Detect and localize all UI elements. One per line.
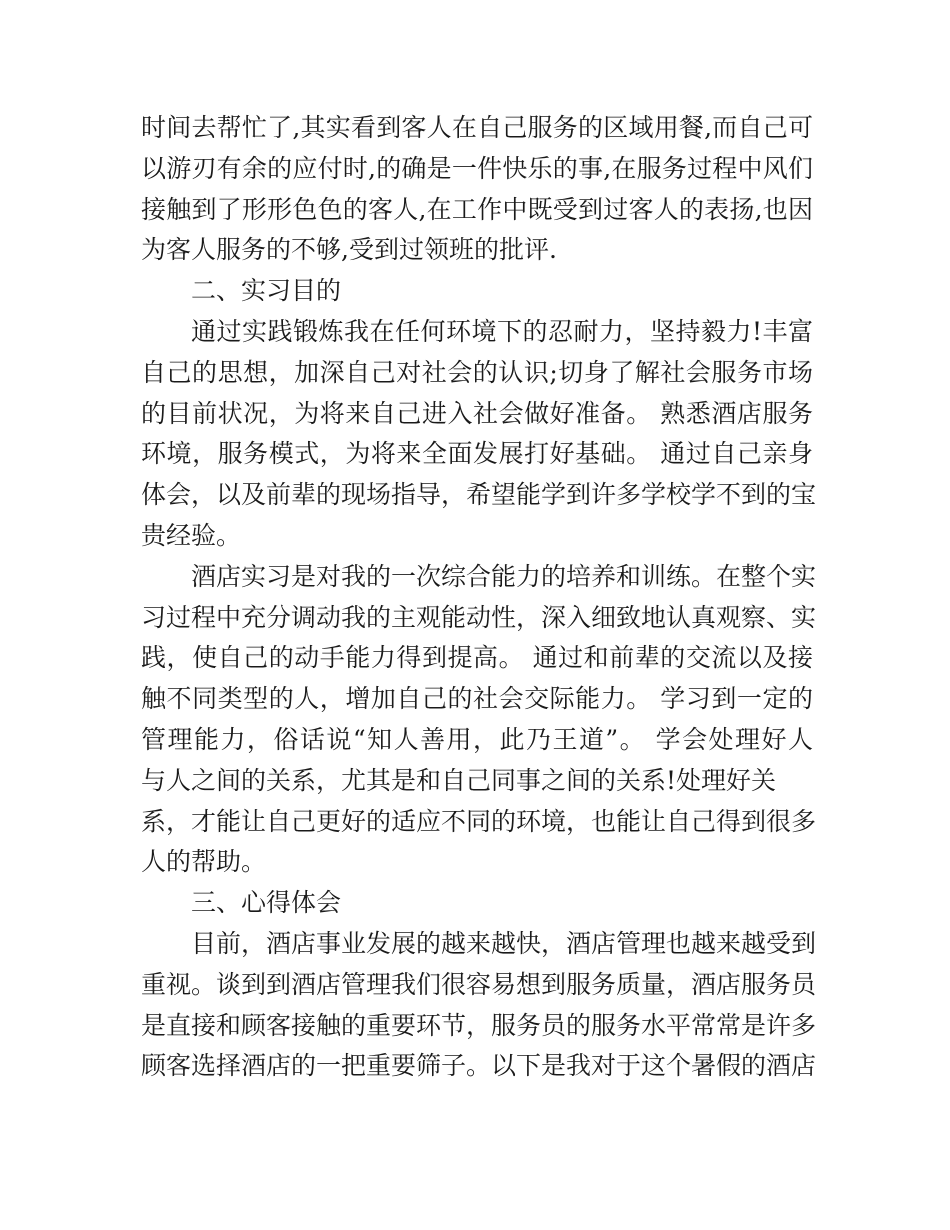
text-line: 为客人服务的不够,受到过领班的批评. [141,235,557,265]
text-line: 贵经验。 [141,520,242,550]
text-line: 与人之间的关系，尤其是和自己同事之间的关系!处理好关 [141,765,777,795]
section-heading-objectives: 二、实习目的 [191,276,342,306]
text-line: 管理能力，俗话说“知人善用，此乃王道”。 学会处理好人 [141,724,813,754]
text-line: 顾客选择酒店的一把重要筛子。以下是我对于这个暑假的酒店 [141,1051,817,1081]
text-line: 习过程中充分调动我的主观能动性，深入细致地认真观察、实 [141,602,817,632]
text-line: 体会，以及前辈的现场指导，希望能学到许多学校学不到的宝 [141,480,817,510]
text-line: 践，使自己的动手能力得到提高。 通过和前辈的交流以及接 [141,643,813,673]
text-line: 酒店实习是对我的一次综合能力的培养和训练。在整个实 [191,561,817,591]
document-body [141,108,817,1087]
text-line: 系，才能让自己更好的适应不同的环境，也能让自己得到很多 [141,806,817,836]
text-line: 自己的思想，加深自己对社会的认识;切身了解社会服务市场 [141,357,813,387]
text-line: 人的帮助。 [141,847,267,877]
text-line: 目前，酒店事业发展的越来越快，酒店管理也越来越受到 [191,928,817,958]
text-line: 接触到了形形色色的客人,在工作中既受到过客人的表扬,也因 [141,194,813,224]
text-line: 触不同类型的人，增加自己的社会交际能力。 学习到一定的 [141,684,813,714]
text-line: 的目前状况，为将来自己进入社会做好准备。 熟悉酒店服务 [141,398,813,428]
text-line: 环境，服务模式，为将来全面发展打好基础。 通过自己亲身 [141,439,813,469]
section-heading-reflections: 三、心得体会 [191,888,342,918]
text-line: 通过实践锻炼我在任何环境下的忍耐力，坚持毅力!丰富 [191,316,813,346]
text-line: 是直接和顾客接触的重要环节，服务员的服务水平常常是许多 [141,1010,817,1040]
text-line: 时间去帮忙了,其实看到客人在自己服务的区域用餐,而自己可 [141,113,813,142]
text-line: 以游刃有余的应付时,的确是一件快乐的事,在服务过程中风们 [141,153,813,183]
text-line: 重视。谈到到酒店管理我们很容易想到服务质量，酒店服务员 [141,969,817,999]
